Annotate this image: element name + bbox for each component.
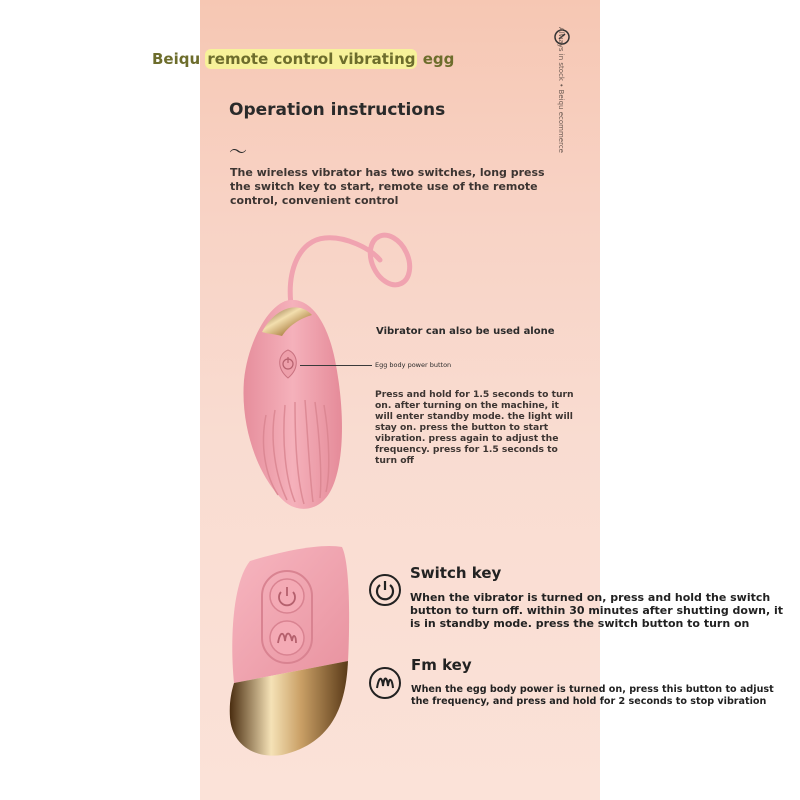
title-suffix: egg [417,50,455,68]
remote-control-image [222,543,357,763]
press-instructions: Press and hold for 1.5 seconds to turn on. after turning on the machine, it will enter standby mode. the light will stay on. press the button to start vibration. press again to adjust the frequency. press for 1.5 seconds to turn off [375,389,574,466]
tilde-divider: 〜 [229,142,247,163]
fm-key-description: When the egg body power is turned on, press this button to adjust the frequency, and press and hold for 2 seconds to stop vibration [411,684,774,707]
power-button-label: Egg body power button [375,361,452,369]
switch-key-title: Switch key [410,564,502,582]
vertical-brand-text: Always in stock • Beiqu ecommerce [557,27,565,153]
brand-watermark [553,28,569,158]
alone-use-label: Vibrator can also be used alone [376,326,555,337]
wave-icon [369,667,401,699]
switch-key-description: When the vibrator is turned on, press and hold the switch button to turn off. within 30 minutes after shutting down, it is in standby mode. press the switch button to turn on [410,591,783,630]
title-highlight: remote control vibrating [207,50,416,68]
fm-key-title: Fm key [411,656,472,674]
callout-line [300,365,372,366]
vibrating-egg-image [230,230,430,530]
product-title [152,50,454,68]
operation-description: The wireless vibrator has two switches, long press the switch key to start, remote use of the remote control, convenient control [230,166,545,207]
operation-heading: Operation instructions [229,100,446,120]
title-prefix: Beiqu [152,50,206,68]
power-icon [369,574,401,606]
